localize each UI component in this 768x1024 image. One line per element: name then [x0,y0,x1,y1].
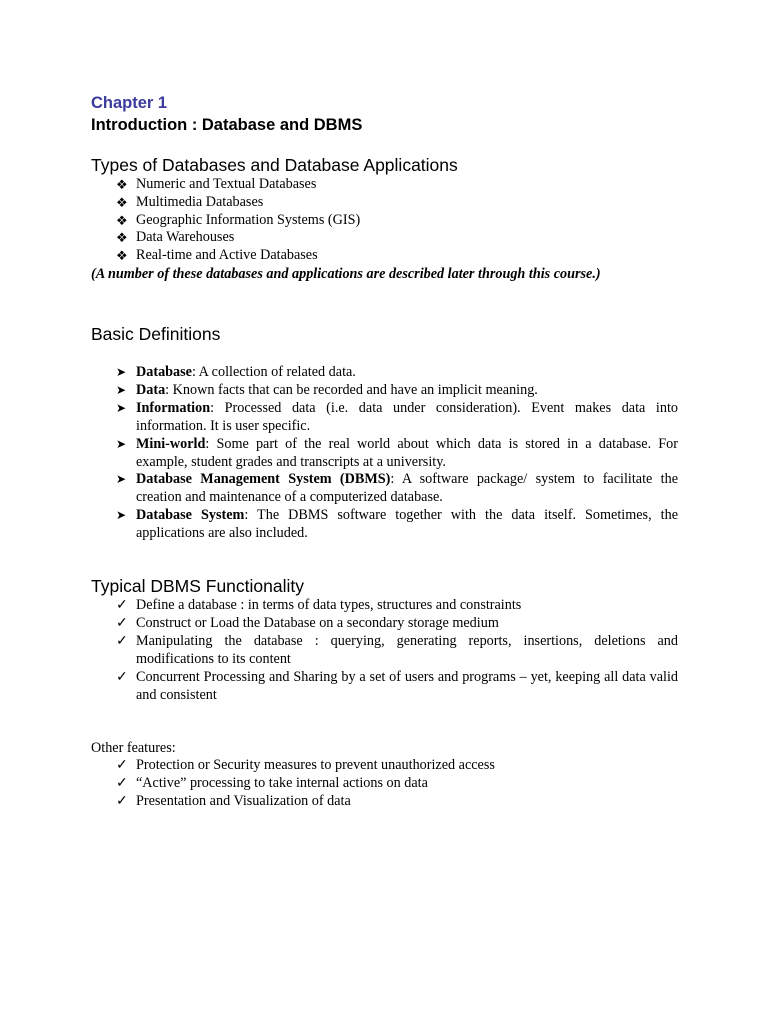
arrow-bullet-icon: ➤ [116,365,127,379]
arrow-bullet-icon: ➤ [116,400,127,415]
other-features-label: Other features: [91,740,176,756]
diamond-bullet-icon: ❖ [116,194,128,210]
definition-item [91,400,678,436]
arrow-bullet-icon: ➤ [116,508,127,523]
checkmark-icon: ✓ [116,597,128,613]
definition-term: Mini-world [136,435,206,452]
definition-term: Database System [136,507,245,524]
definition-term: Data [136,381,166,398]
definition-text: : A collection of related data. [191,364,356,380]
definition-text: : Known facts that can be recorded and have an implicit meaning. [165,381,538,398]
checkmark-icon: ✓ [116,775,128,791]
definition-item [91,471,678,507]
types-heading: Types of Databases and Database Applications [91,155,458,175]
arrow-bullet-icon: ➤ [116,472,127,487]
list-item: ✓ Presentation and Visualization of data [91,792,678,810]
definition-text: : Some part of the real world about which data is stored in a database. For example, student grades and transcripts at a university. [136,435,678,470]
definition-item [91,382,678,400]
diamond-bullet-icon: ❖ [116,230,128,246]
list-item: ✓ Define a database : in terms of data types, structures and constraints [91,596,678,614]
chapter-label: Chapter 1 [91,94,168,112]
definition-term: Database [136,364,192,380]
list-item: ❖ Multimedia Databases [91,194,681,212]
list-item: ✓ Manipulating the database : querying, generating reports, insertions, deletions and modifications to its content [91,632,678,668]
definition-text: : The DBMS software together with the data itself. Sometimes, the applications are also included. [136,507,678,542]
list-item: ✓ “Active” processing to take internal actions on data [91,774,678,792]
definition-text: : Processed data (i.e. data under consideration). Event makes data into information. It is user specific. [136,399,678,434]
diamond-bullet-icon: ❖ [116,248,128,264]
diamond-bullet-icon: ❖ [116,212,128,228]
definition-item [91,507,678,543]
definition-item [91,364,678,382]
arrow-bullet-icon: ➤ [116,382,127,397]
definition-item [91,436,678,472]
checkmark-icon: ✓ [116,669,128,685]
page-title: Introduction : Database and DBMS [91,116,363,134]
types-note: (A number of these databases and applications are described later through this course.) [91,266,601,282]
list-item: ❖ Real-time and Active Databases [91,247,681,265]
checkmark-icon: ✓ [116,793,128,809]
list-item: ✓ Construct or Load the Database on a secondary storage medium [91,614,678,632]
list-item: ❖ Numeric and Textual Databases [91,176,681,194]
list-item: ❖ Data Warehouses [91,229,681,247]
definitions-heading: Basic Definitions [91,324,221,344]
list-item: ❖ Geographic Information Systems (GIS) [91,212,681,230]
definition-term: Information [136,399,211,416]
checkmark-icon: ✓ [116,615,128,631]
checkmark-icon: ✓ [116,757,128,773]
definition-term: Database Management System (DBMS) [136,471,391,488]
list-item: ✓ Protection or Security measures to prevent unauthorized access [91,756,678,774]
functionality-heading: Typical DBMS Functionality [91,576,304,596]
definitions-list [91,364,678,543]
checkmark-icon: ✓ [116,633,128,649]
functionality-list [91,596,678,704]
diamond-bullet-icon: ❖ [116,177,128,192]
list-item: ✓ Concurrent Processing and Sharing by a set of users and programs – yet, keeping all data valid and consistent [91,668,678,704]
other-features-list [91,756,678,810]
types-list [91,176,681,265]
definition-text: : A software package/ system to facilitate the creation and maintenance of a computerized database. [136,471,678,506]
arrow-bullet-icon: ➤ [116,436,127,451]
